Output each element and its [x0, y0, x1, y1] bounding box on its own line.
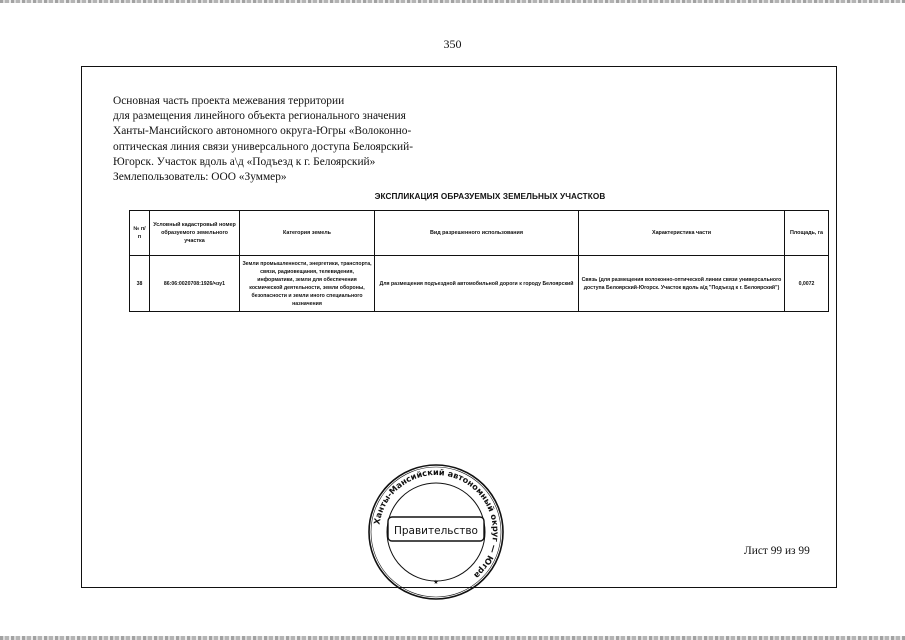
document-header [113, 94, 443, 185]
table-header-row [130, 211, 829, 256]
svg-text:Ханты-Мансийский автономный ок: Ханты-Мансийский автономный округ — Югра [371, 466, 502, 581]
header-line: Югорск. Участок вдоль а\д «Подъезд к г. Белоярский» [113, 155, 376, 168]
scan-edge-top [0, 0, 905, 3]
header-line: для размещения линейного объекта регионального значения [113, 110, 406, 123]
svg-text:★: ★ [433, 579, 439, 586]
scan-edge-bottom [0, 636, 905, 640]
header-part-description: Характеристика части [579, 211, 785, 256]
explication-table [129, 210, 829, 312]
header-num: № п/п [130, 211, 150, 256]
cell-category: Земли промышленности, энергетики, транспорта, связи, радиовещания, телевидения, информатики, земли для обеспечения космической деятельности, земли обороны, безопасности и земли иного специального назначения [240, 256, 375, 312]
cell-area: 0,0072 [785, 256, 829, 312]
seal-graphic [366, 462, 506, 602]
header-line: оптическая линия связи универсального доступа Белоярский- [113, 140, 414, 153]
page-number: 350 [443, 37, 462, 51]
table-row [130, 256, 829, 312]
table-title: ЭКСПЛИКАЦИЯ ОБРАЗУЕМЫХ ЗЕМЕЛЬНЫХ УЧАСТКОВ [374, 192, 606, 201]
header-area: Площадь, га [785, 211, 829, 256]
seal-center-text: Правительство [394, 525, 478, 537]
official-seal-stamp [366, 462, 506, 602]
cell-num: 38 [130, 256, 150, 312]
header-category: Категория земель [240, 211, 375, 256]
header-line: Ханты-Мансийского автономного округа-Югры «Волоконно- [113, 125, 412, 138]
cell-part-description: Связь (для размещения волоконно-оптической линии связи универсального доступа Белоярский-Югорск. Участок вдоль а/д "Подъезд к г. Белоярский") [579, 256, 785, 312]
header-permitted-use: Вид разрешенного использования [375, 211, 579, 256]
header-line: Землепользователь: ООО «Зуммер» [113, 171, 287, 184]
sheet-number: Лист 99 из 99 [744, 545, 810, 557]
cell-permitted-use: Для размещения подъездной автомобильной дороги к городу Белоярский [375, 256, 579, 312]
header-cadastral: Условный кадастровый номер образуемого земельного участка [150, 211, 240, 256]
cell-cadastral: 86:06:0020708:1926/чзу1 [150, 256, 240, 312]
header-line: Основная часть проекта межевания территории [113, 95, 345, 107]
